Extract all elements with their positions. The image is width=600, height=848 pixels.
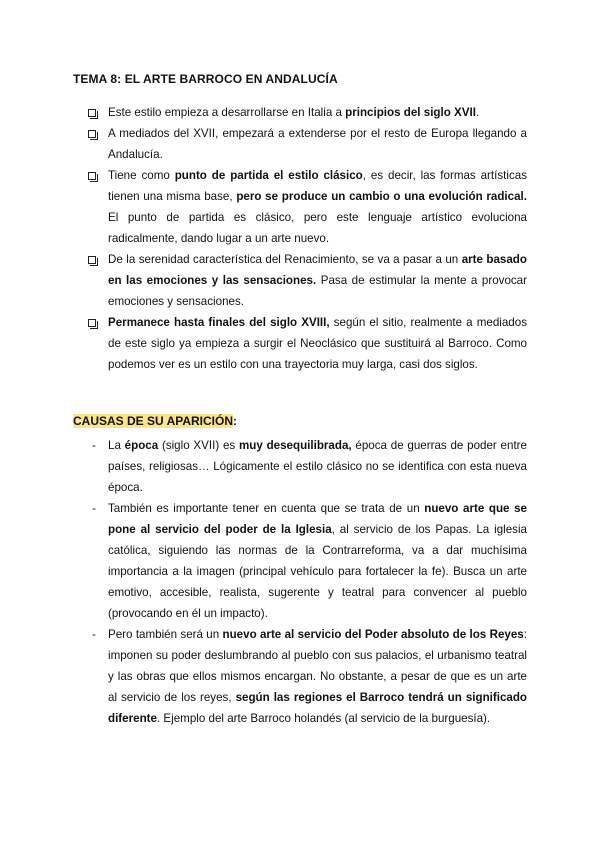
dash-marker: -	[92, 439, 96, 452]
bullet-item	[87, 102, 527, 123]
bold-text: según las regiones el Barroco tendrá un significado diferente	[108, 691, 528, 725]
bold-text: nuevo arte que se pone al servicio del poder de la Iglesia	[108, 502, 527, 536]
text-run: : imponen su poder deslumbrando al pueblo con sus palacios, el urbanismo teatral y las obras que ellos mismos encargan. No obstante, a pesar de que es un arte al servicio de los reyes,	[108, 628, 527, 704]
intro-bullet-list	[87, 102, 527, 375]
checkbox-bullet-icon	[88, 256, 96, 264]
checkbox-bullet-icon	[88, 319, 96, 327]
text-run: De la serenidad característica del Renacimiento, se va a pasar a un	[108, 253, 462, 266]
text-run: , al servicio de los Papas. La iglesia católica, siguiendo las normas de la Contrarreforma, va a dar muchísima importancia a la imagen (principal vehículo para fortalecer la fe). Busca un arte emotivo, accesible, realista, sugerente y teatral para convencer al pueblo (provocando en él un impacto).	[108, 523, 527, 620]
bold-text: nuevo arte al servicio del Poder absoluto de los Reyes	[222, 628, 524, 641]
text-run: Este estilo empieza a desarrollarse en Italia a	[108, 106, 346, 119]
bold-text: Permanece hasta finales del siglo XVIII,	[108, 316, 330, 329]
checkbox-bullet-icon	[88, 109, 96, 117]
text-run: . Ejemplo del arte Barroco holandés (al servicio de la burguesía).	[156, 712, 491, 725]
cause-item	[92, 624, 527, 729]
dash-marker: -	[92, 628, 96, 641]
text-run: Pero también será un	[108, 628, 223, 641]
causes-list	[92, 435, 527, 729]
text-run: El punto de partida es clásico, pero este lenguaje artístico evoluciona radicalmente, dando lugar a un arte nuevo.	[108, 211, 527, 245]
dash-marker: -	[92, 502, 96, 515]
text-run: A mediados del XVII, empezará a extenderse por el resto de Europa llegando a Andalucía.	[108, 127, 527, 161]
text-run: época de guerras de poder entre países, religiosas… Lógicamente el estilo clásico no se identifica con esta nueva época.	[108, 439, 527, 494]
text-run: .	[475, 106, 480, 119]
bold-text: principios del siglo XVII	[345, 106, 476, 119]
text-run: Pasa de estimular la mente a provocar emociones y sensaciones.	[108, 274, 527, 308]
causes-heading-text: CAUSAS DE SU APARICIÓN	[73, 414, 234, 428]
bold-text: arte basado en las emociones y las sensaciones.	[108, 253, 527, 287]
bullet-item	[87, 165, 527, 249]
text-run: , es decir, las formas artísticas tienen una misma base,	[108, 169, 528, 203]
text-run: según el sitio, realmente a mediados de este siglo ya empieza a surgir el Neoclásico que sustituirá al Barroco. Como podemos ver es un estilo con una trayectoria muy larga, casi dos siglos.	[108, 316, 527, 371]
causes-heading	[73, 414, 237, 428]
bold-text: punto de partida el estilo clásico	[174, 169, 363, 182]
page-title: TEMA 8: EL ARTE BARROCO EN ANDALUCÍA	[73, 72, 338, 86]
bullet-item	[87, 123, 527, 165]
causes-heading-colon: :	[233, 414, 238, 428]
bullet-item	[87, 312, 527, 375]
bold-text: época	[124, 439, 159, 452]
checkbox-bullet-icon	[88, 172, 96, 180]
bold-text: muy desequilibrada,	[238, 439, 352, 452]
text-run: (siglo XVII) es	[158, 439, 239, 452]
cause-item	[92, 498, 527, 624]
cause-item	[92, 435, 527, 498]
bold-text: pero se produce un cambio o una evolución radical.	[236, 190, 527, 203]
text-run: También es importante tener en cuenta que se trata de un	[108, 502, 425, 515]
text-run: Tiene como	[108, 169, 175, 182]
text-run: La	[108, 439, 125, 452]
checkbox-bullet-icon	[88, 130, 96, 138]
bullet-item	[87, 249, 527, 312]
